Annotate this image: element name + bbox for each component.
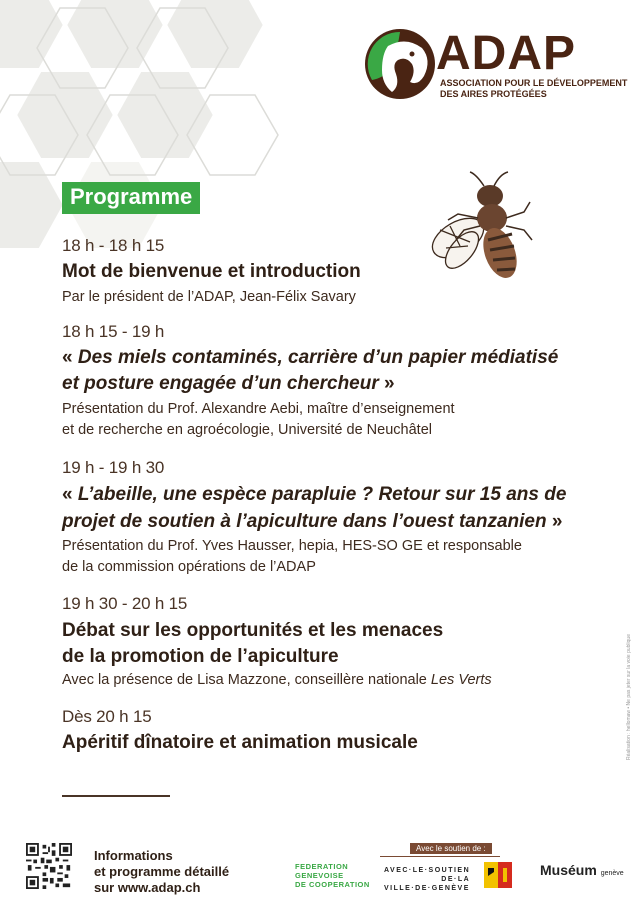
item-2-title-line1: « Des miels contaminés, carrière d’un papier médiatisé — [62, 347, 559, 368]
item-2-description-line2: et de recherche en agroécologie, Université de Neuchâtel — [62, 422, 432, 438]
sponsor1-line3: DE COOPERATION — [295, 880, 370, 889]
item-2-title-line2: et posture engagée d’un chercheur » — [62, 373, 395, 394]
logo-subtitle-line1: ASSOCIATION POUR LE DÉVELOPPEMENT — [440, 78, 628, 88]
item-3-title-line2: projet de soutien à l’apiculture dans l’ouest tanzanien » — [62, 511, 563, 532]
support-divider — [380, 856, 500, 857]
item-2-description-line1: Présentation du Prof. Alexandre Aebi, maître d’enseignement — [62, 401, 455, 417]
sponsor2-line3: VILLE·DE·GENÈVE — [384, 885, 470, 892]
item-3-description-line1: Présentation du Prof. Yves Hausser, hepia, HES-SO GE et responsable — [62, 538, 522, 554]
footer-info-line2: et programme détaillé — [94, 864, 230, 879]
item-5-time: Dès 20 h 15 — [62, 707, 152, 726]
item-5-title: Apéritif dînatoire et animation musicale — [62, 732, 418, 753]
bee-illustration-icon — [420, 168, 540, 298]
adap-logo-icon — [362, 26, 440, 102]
support-label: Avec le soutien de : — [410, 843, 492, 854]
sponsor-federation-genevoise — [295, 862, 370, 889]
sponsor1-line2: GENEVOISE — [295, 871, 344, 880]
sponsor-ville-de-geneve — [384, 866, 470, 893]
sponsor3-sub: genève — [600, 870, 624, 877]
item-3-description-line2: de la commission opérations de l’ADAP — [62, 559, 316, 575]
item-4-title-line1: Débat sur les opportunités et les menaces — [62, 620, 444, 641]
qr-code-icon[interactable] — [26, 843, 72, 889]
footer-info — [94, 848, 229, 896]
footer-info-website-link[interactable]: sur www.adap.ch — [94, 880, 201, 895]
item-4-title-line2: de la promotion de l’apiculture — [62, 646, 339, 667]
item-2-time: 18 h 15 - 19 h — [62, 322, 165, 341]
item-3-time: 19 h - 19 h 30 — [62, 458, 165, 477]
logo-subtitle — [440, 78, 627, 100]
sponsor2-line1: AVEC·LE·SOUTIEN — [384, 867, 471, 874]
item-1-title: Mot de bienvenue et introduction — [62, 261, 361, 282]
programme-heading: Programme — [62, 182, 200, 214]
logo-wordmark: ADAP — [436, 27, 577, 80]
sponsor-museum-geneve — [540, 862, 624, 878]
logo-subtitle-line2: DES AIRES PROTÉGÉES — [440, 89, 547, 99]
item-3-title-line1: « L’abeille, une espèce parapluie ? Retour sur 15 ans de — [62, 484, 567, 505]
geneva-coat-of-arms-icon — [484, 862, 514, 888]
sponsor1-line1: FEDERATION — [295, 862, 349, 871]
item-1-time: 18 h - 18 h 15 — [62, 236, 165, 255]
footer-info-line1: Informations — [94, 848, 173, 863]
item-4-description: Avec la présence de Lisa Mazzone, conseillère nationale Les Verts — [62, 672, 492, 688]
sponsor2-line2: DE·LA — [441, 876, 471, 883]
print-credits: Réalisation : hellomaw • Ne pas jeter sur la voie publique — [626, 634, 632, 760]
item-1-description: Par le président de l’ADAP, Jean-Félix Savary — [62, 289, 356, 305]
item-4-time: 19 h 30 - 20 h 15 — [62, 594, 188, 613]
sponsor3-name: Muséum — [540, 862, 597, 878]
divider — [62, 795, 170, 797]
